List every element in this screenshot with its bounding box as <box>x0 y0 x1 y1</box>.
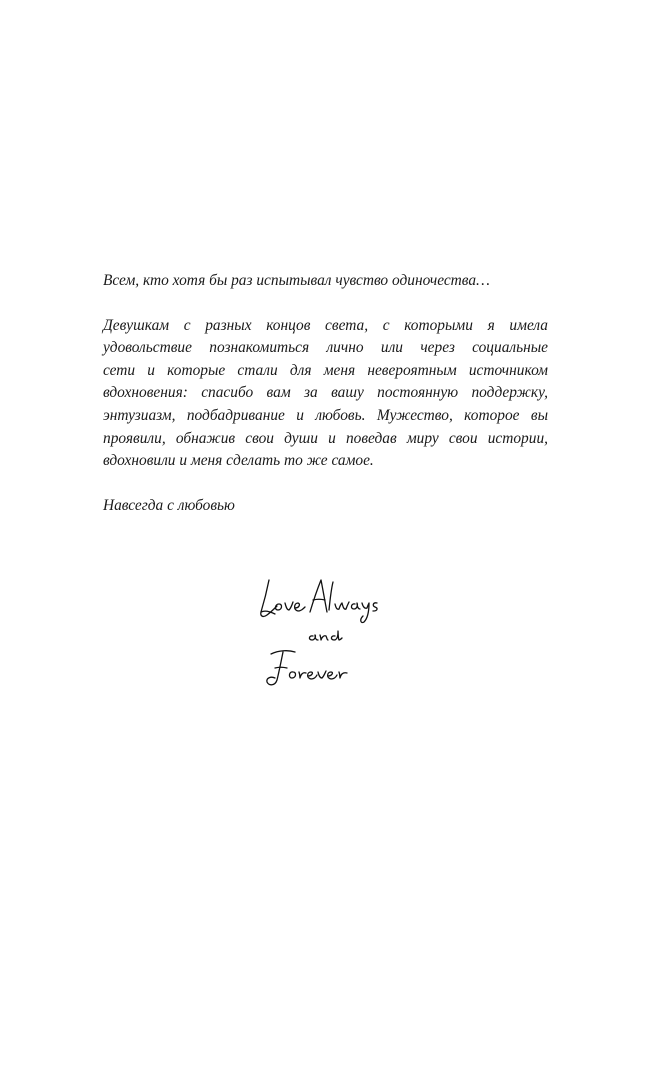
dedication-body-line: энтузиазм, подбадривание и любовь. Мужество, которое вы <box>103 406 548 424</box>
dedication-body-line: проявили, обнажив свои души и поведав миру свои истории, <box>103 429 548 447</box>
dedication-block <box>103 270 548 517</box>
dedication-body-line: вдохновили и меня сделать то же самое. <box>103 452 374 470</box>
dedication-body-line: сети и которые стали для меня невероятным источником <box>103 361 548 379</box>
dedication-intro: Всем, кто хотя бы раз испытывал чувство одиночества… <box>103 272 490 289</box>
dedication-body-line: вдохновения: спасибо вам за вашу постоянную поддержку, <box>103 384 548 402</box>
paragraph-gap <box>103 473 548 495</box>
paragraph-gap <box>103 293 548 315</box>
dedication-signoff: Навсегда с любовью <box>103 496 235 514</box>
handwritten-signature <box>255 568 395 698</box>
dedication-body <box>103 315 548 473</box>
dedication-body-line: удовольствие познакомиться лично или через социальные <box>103 339 548 357</box>
dedication-body-line: Девушкам с разных концов света, с которыми я имела <box>103 316 548 334</box>
signature-drawing <box>255 568 395 698</box>
